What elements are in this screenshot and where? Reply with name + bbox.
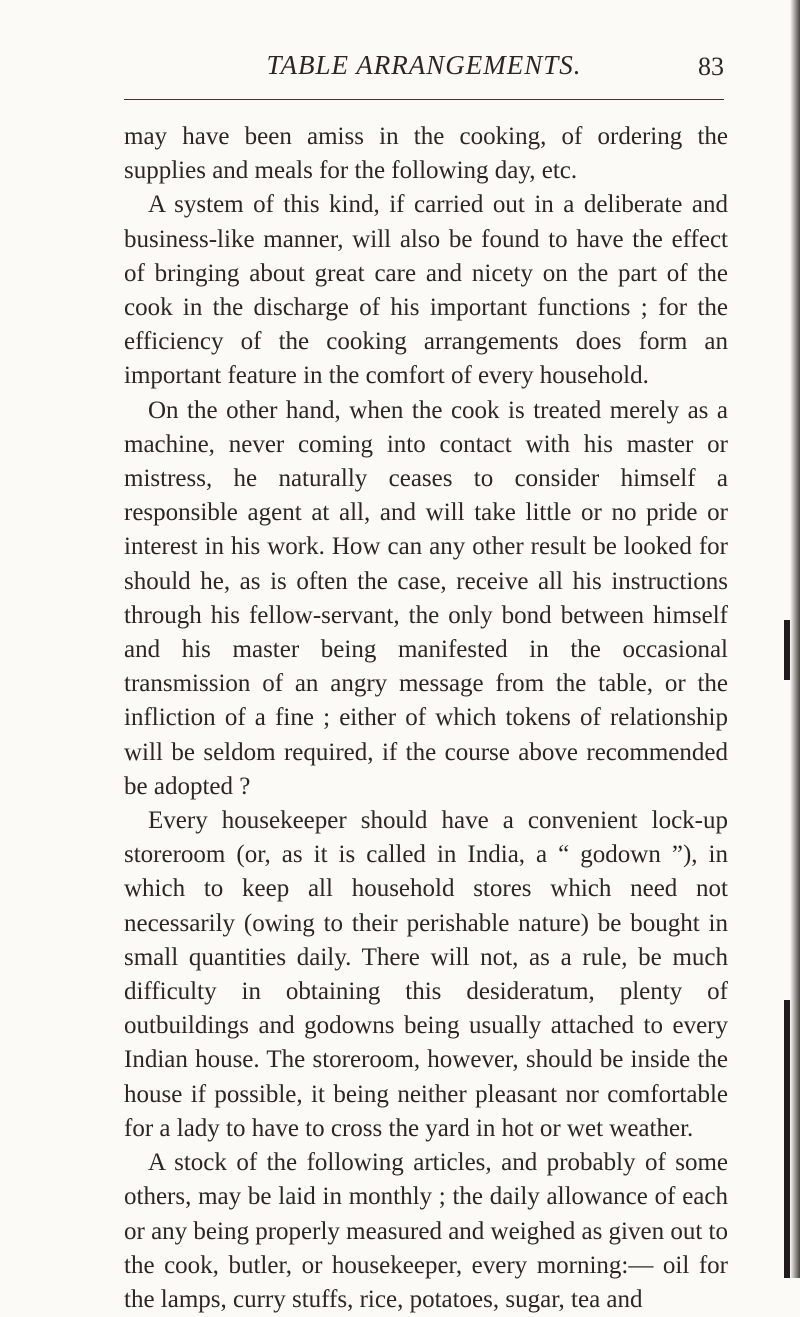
page-edge-shadow xyxy=(790,0,800,1278)
paragraph-other-hand: On the other hand, when the cook is treated merely as a machine, never coming into contact with his master or mistress, he naturally ceases to consider himself a responsible agent at all, and will take little or no pride or interest in his work. How can any other result be looked for should he, as is often the case, receive all his instructions through his fellow-servant, the only bond between himself and his master being manifested in the occasional transmission of an angry message from the table, or the infliction of a fine ; either of which tokens of relationship will be seldom required, if the course above recommended be adopted ? xyxy=(124,396,728,800)
paragraph-continuation: may have been amiss in the cooking, of ordering the supplies and meals for the following day, etc. xyxy=(124,123,728,185)
page-header xyxy=(124,50,724,90)
paragraph-system: A system of this kind, if carried out in a deliberate and business-like manner, will also be found to have the effect of bringing about great care and nicety on the part of the cook in the discharge of his important functions ; for the efficiency of the cooking arrangements does form an important feature in the comfort of every household. xyxy=(124,191,728,390)
binding-mark xyxy=(784,1000,790,1278)
body-text xyxy=(124,120,728,1317)
running-title: TABLE ARRANGEMENTS. xyxy=(266,50,582,80)
paragraph-stock: A stock of the following articles, and probably of some others, may be laid in monthly ; the daily allowance of each or any being properly measured and weighed as given out to the cook, butler, or housekeeper, every morning:— oil for the lamps, curry stuffs, rice, potatoes, sugar, tea and xyxy=(124,1149,728,1313)
binding-mark xyxy=(784,620,790,680)
paragraph-storeroom: Every housekeeper should have a convenient lock-up storeroom (or, as it is called in India, a “ godown ”), in which to keep all household stores which need not necessarily (owing to their perishable nature) be bought in small quantities daily. There will not, as a rule, be much difficulty in obtaining this desideratum, plenty of outbuildings and godowns being usually attached to every Indian house. The storeroom, however, should be inside the house if possible, it being neither pleasant nor comfortable for a lady to have to cross the yard in hot or wet weather. xyxy=(124,807,728,1142)
header-rule xyxy=(124,99,724,100)
page-number: 83 xyxy=(698,52,724,81)
